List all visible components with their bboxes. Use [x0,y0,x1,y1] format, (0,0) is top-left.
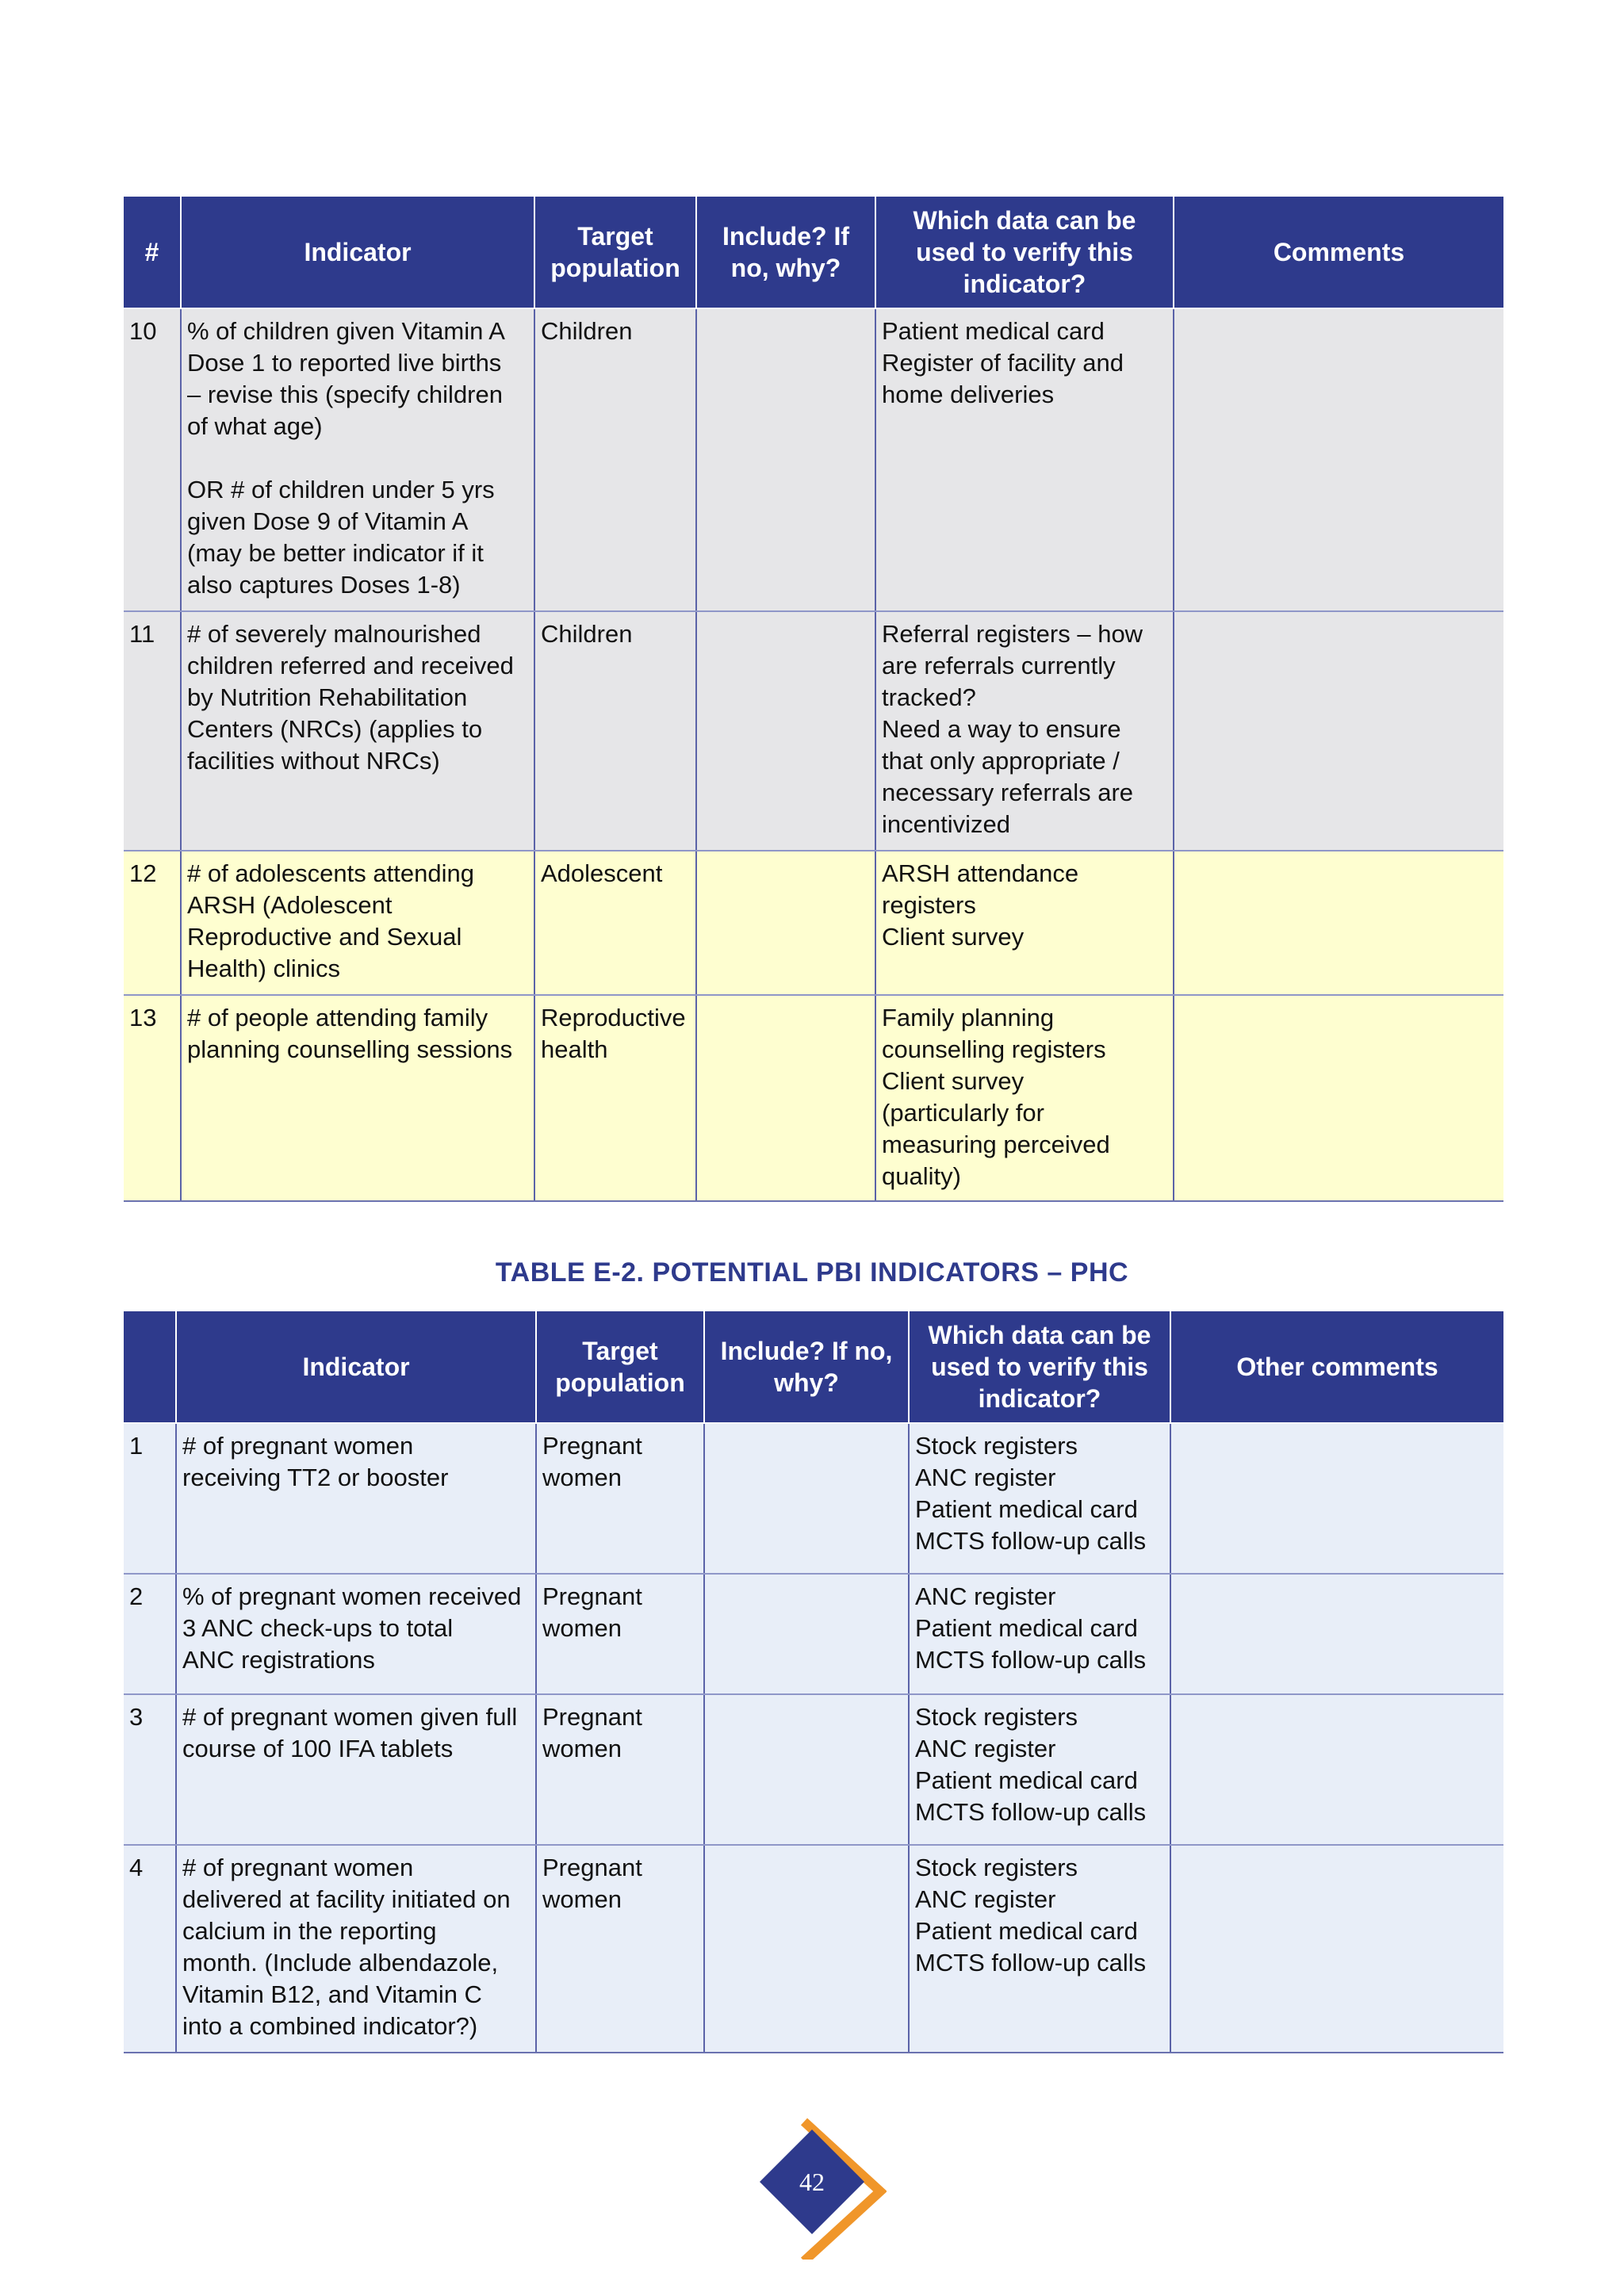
verification-data-cell-line: incentivized [882,810,1010,838]
indicator-cell-line: into a combined indicator?) [182,2012,478,2040]
table-row [124,611,1503,851]
indicator-cell-line: Reproductive and Sexual [187,923,462,951]
indicator-cell-line: given Dose 9 of Vitamin A [187,507,469,535]
target-population-cell [534,611,696,851]
pbi-indicators-phc-table [124,1310,1503,2053]
indicator-cell [181,851,534,995]
include-cell [704,1694,909,1845]
verification-data-cell-line: Stock registers [915,1432,1078,1460]
verification-data-cell-line: registers [882,891,976,919]
target-population-cell-line: women [542,1885,622,1913]
include-cell [696,851,875,995]
page-number: 42 [799,2168,825,2196]
target-population-cell-line: women [542,1735,622,1762]
indicator-cell-line: Dose 1 to reported live births [187,349,502,377]
target-population-cell-line: Children [541,620,633,648]
target-population-cell [536,1694,704,1845]
header-number [124,1311,176,1423]
verification-data-cell-line: ANC register [915,1735,1056,1762]
indicator-cell-line: delivered at facility initiated on [182,1885,511,1913]
table2-header-row [124,1311,1503,1423]
verification-data-cell-line: necessary referrals are [882,779,1134,806]
table-row [124,1574,1503,1694]
target-population-cell-line: women [542,1464,622,1491]
row-number: 11 [124,611,181,851]
target-population-cell [534,995,696,1201]
indicator-cell-line: % of pregnant women received [182,1582,522,1610]
verification-data-cell-line: MCTS follow-up calls [915,1646,1147,1674]
table-e2-caption: TABLE E-2. POTENTIAL PBI INDICATORS – PHC [495,1257,1129,1288]
row-number: 2 [124,1574,176,1694]
target-population-cell [536,1574,704,1694]
verification-data-cell-line: Patient medical card [915,1766,1138,1794]
verification-data-cell-line: Patient medical card [915,1495,1138,1523]
row-number: 13 [124,995,181,1201]
indicator-cell-line: Vitamin B12, and Vitamin C [182,1980,482,2008]
verification-data-cell-line: Patient medical card [915,1614,1138,1642]
verification-data-cell-line: Patient medical card [882,317,1105,345]
verification-data-cell-line: ANC register [915,1464,1056,1491]
verification-data-cell-line: Stock registers [915,1703,1078,1731]
comments-cell [1170,1694,1503,1845]
header-target-population: Target population [534,196,696,308]
indicator-cell [176,1423,536,1574]
comments-cell [1174,308,1503,611]
indicator-cell-line: receiving TT2 or booster [182,1464,449,1491]
indicator-cell-line: # of pregnant women [182,1432,414,1460]
indicator-cell [176,1694,536,1845]
target-population-cell [534,851,696,995]
include-cell [696,308,875,611]
target-population-cell-line: Adolescent [541,859,663,887]
indicator-cell-line: ANC registrations [182,1646,375,1674]
indicator-cell-line: % of children given Vitamin A [187,317,505,345]
verification-data-cell-line: that only appropriate / [882,747,1120,775]
verification-data-cell-line: Client survey [882,1067,1025,1095]
verification-data-cell-line: Family planning [882,1004,1055,1031]
target-population-cell [536,1423,704,1574]
target-population-cell-line: women [542,1614,622,1642]
indicator-cell [181,995,534,1201]
target-population-cell-line: Pregnant [542,1854,642,1881]
verification-data-cell-line: (particularly for [882,1099,1044,1127]
target-population-cell-line: Pregnant [542,1432,642,1460]
table-row [124,308,1503,611]
verification-data-cell-line: measuring perceived [882,1131,1110,1158]
header-include: Include? If no, why? [696,196,875,308]
indicator-cell-line: month. (Include albendazole, [182,1949,499,1976]
verification-data-cell-line: Referral registers – how [882,620,1143,648]
verification-data-cell-line: quality) [882,1162,961,1190]
row-number: 1 [124,1423,176,1574]
include-cell [704,1845,909,2053]
comments-cell [1174,851,1503,995]
indicator-cell-line: also captures Doses 1-8) [187,571,461,599]
verification-data-cell-line: MCTS follow-up calls [915,1798,1147,1826]
indicator-cell-line: # of people attending family [187,1004,488,1031]
table1-header-row [124,196,1503,308]
indicator-cell-line [187,442,527,474]
verification-data-cell [909,1694,1170,1845]
indicators-table-continued [124,195,1503,1202]
verification-data-cell [875,611,1174,851]
table-row [124,1423,1503,1574]
indicator-cell-line: children referred and received [187,652,514,679]
row-number: 10 [124,308,181,611]
row-number: 12 [124,851,181,995]
table-row [124,995,1503,1201]
indicator-cell-line: facilities without NRCs) [187,747,440,775]
target-population-cell-line: Children [541,317,633,345]
target-population-cell-line: Pregnant [542,1582,642,1610]
include-cell [704,1574,909,1694]
verification-data-cell-line: MCTS follow-up calls [915,1527,1147,1555]
indicator-cell [176,1845,536,2053]
indicator-cell [181,308,534,611]
indicator-cell [181,611,534,851]
table-row [124,851,1503,995]
comments-cell [1170,1845,1503,2053]
indicator-cell [176,1574,536,1694]
verification-data-cell-line: Need a way to ensure [882,715,1121,743]
page-number-badge [760,2117,887,2260]
row-number: 4 [124,1845,176,2053]
indicator-cell-line: # of adolescents attending [187,859,474,887]
indicator-cell-line: of what age) [187,412,323,440]
verification-data-cell-line: ARSH attendance [882,859,1079,887]
row-number: 3 [124,1694,176,1845]
comments-cell [1174,611,1503,851]
header-number: # [124,196,181,308]
indicator-cell-line: ARSH (Adolescent [187,891,393,919]
table-row [124,1694,1503,1845]
verification-data-cell-line: MCTS follow-up calls [915,1949,1147,1976]
indicator-cell-line: (may be better indicator if it [187,539,484,567]
indicator-cell-line: # of pregnant women [182,1854,414,1881]
indicator-cell-line: Health) clinics [187,955,340,982]
verification-data-cell-line: home deliveries [882,381,1055,408]
verification-data-cell-line: Register of facility and [882,349,1124,377]
verification-data-cell-line: ANC register [915,1582,1056,1610]
verification-data-cell [875,995,1174,1201]
indicator-cell-line: 3 ANC check-ups to total [182,1614,454,1642]
target-population-cell [534,308,696,611]
verification-data-cell [909,1845,1170,2053]
verification-data-cell-line: ANC register [915,1885,1056,1913]
header-indicator: Indicator [176,1311,536,1423]
comments-cell [1174,995,1503,1201]
verification-data-cell [875,308,1174,611]
indicator-cell-line: planning counselling sessions [187,1035,513,1063]
indicator-cell-line: # of pregnant women given full [182,1703,518,1731]
indicator-cell-line: course of 100 IFA tablets [182,1735,454,1762]
header-verification-data: Which data can be used to verify this indicator? [909,1311,1170,1423]
include-cell [696,995,875,1201]
include-cell [704,1423,909,1574]
header-indicator: Indicator [181,196,534,308]
indicator-cell-line: calcium in the reporting [182,1917,437,1945]
target-population-cell-line: health [541,1035,608,1063]
verification-data-cell [909,1574,1170,1694]
header-verification-data: Which data can be used to verify this indicator? [875,196,1174,308]
header-target-population: Target population [536,1311,704,1423]
indicator-cell-line: # of severely malnourished [187,620,481,648]
comments-cell [1170,1423,1503,1574]
indicator-cell-line: – revise this (specify children [187,381,503,408]
target-population-cell [536,1845,704,2053]
verification-data-cell-line: tracked? [882,683,976,711]
indicator-cell-line: by Nutrition Rehabilitation [187,683,468,711]
verification-data-cell-line: Client survey [882,923,1025,951]
include-cell [696,611,875,851]
verification-data-cell-line: Patient medical card [915,1917,1138,1945]
indicator-cell-line: Centers (NRCs) (applies to [187,715,483,743]
indicator-cell-line: OR # of children under 5 yrs [187,476,495,503]
verification-data-cell [909,1423,1170,1574]
verification-data-cell-line: are referrals currently [882,652,1116,679]
header-include: Include? If no, why? [704,1311,909,1423]
verification-data-cell [875,851,1174,995]
header-comments: Comments [1174,196,1503,308]
verification-data-cell-line: counselling registers [882,1035,1106,1063]
target-population-cell-line: Reproductive [541,1004,686,1031]
table-row [124,1845,1503,2053]
header-other-comments: Other comments [1170,1311,1503,1423]
target-population-cell-line: Pregnant [542,1703,642,1731]
verification-data-cell-line: Stock registers [915,1854,1078,1881]
comments-cell [1170,1574,1503,1694]
